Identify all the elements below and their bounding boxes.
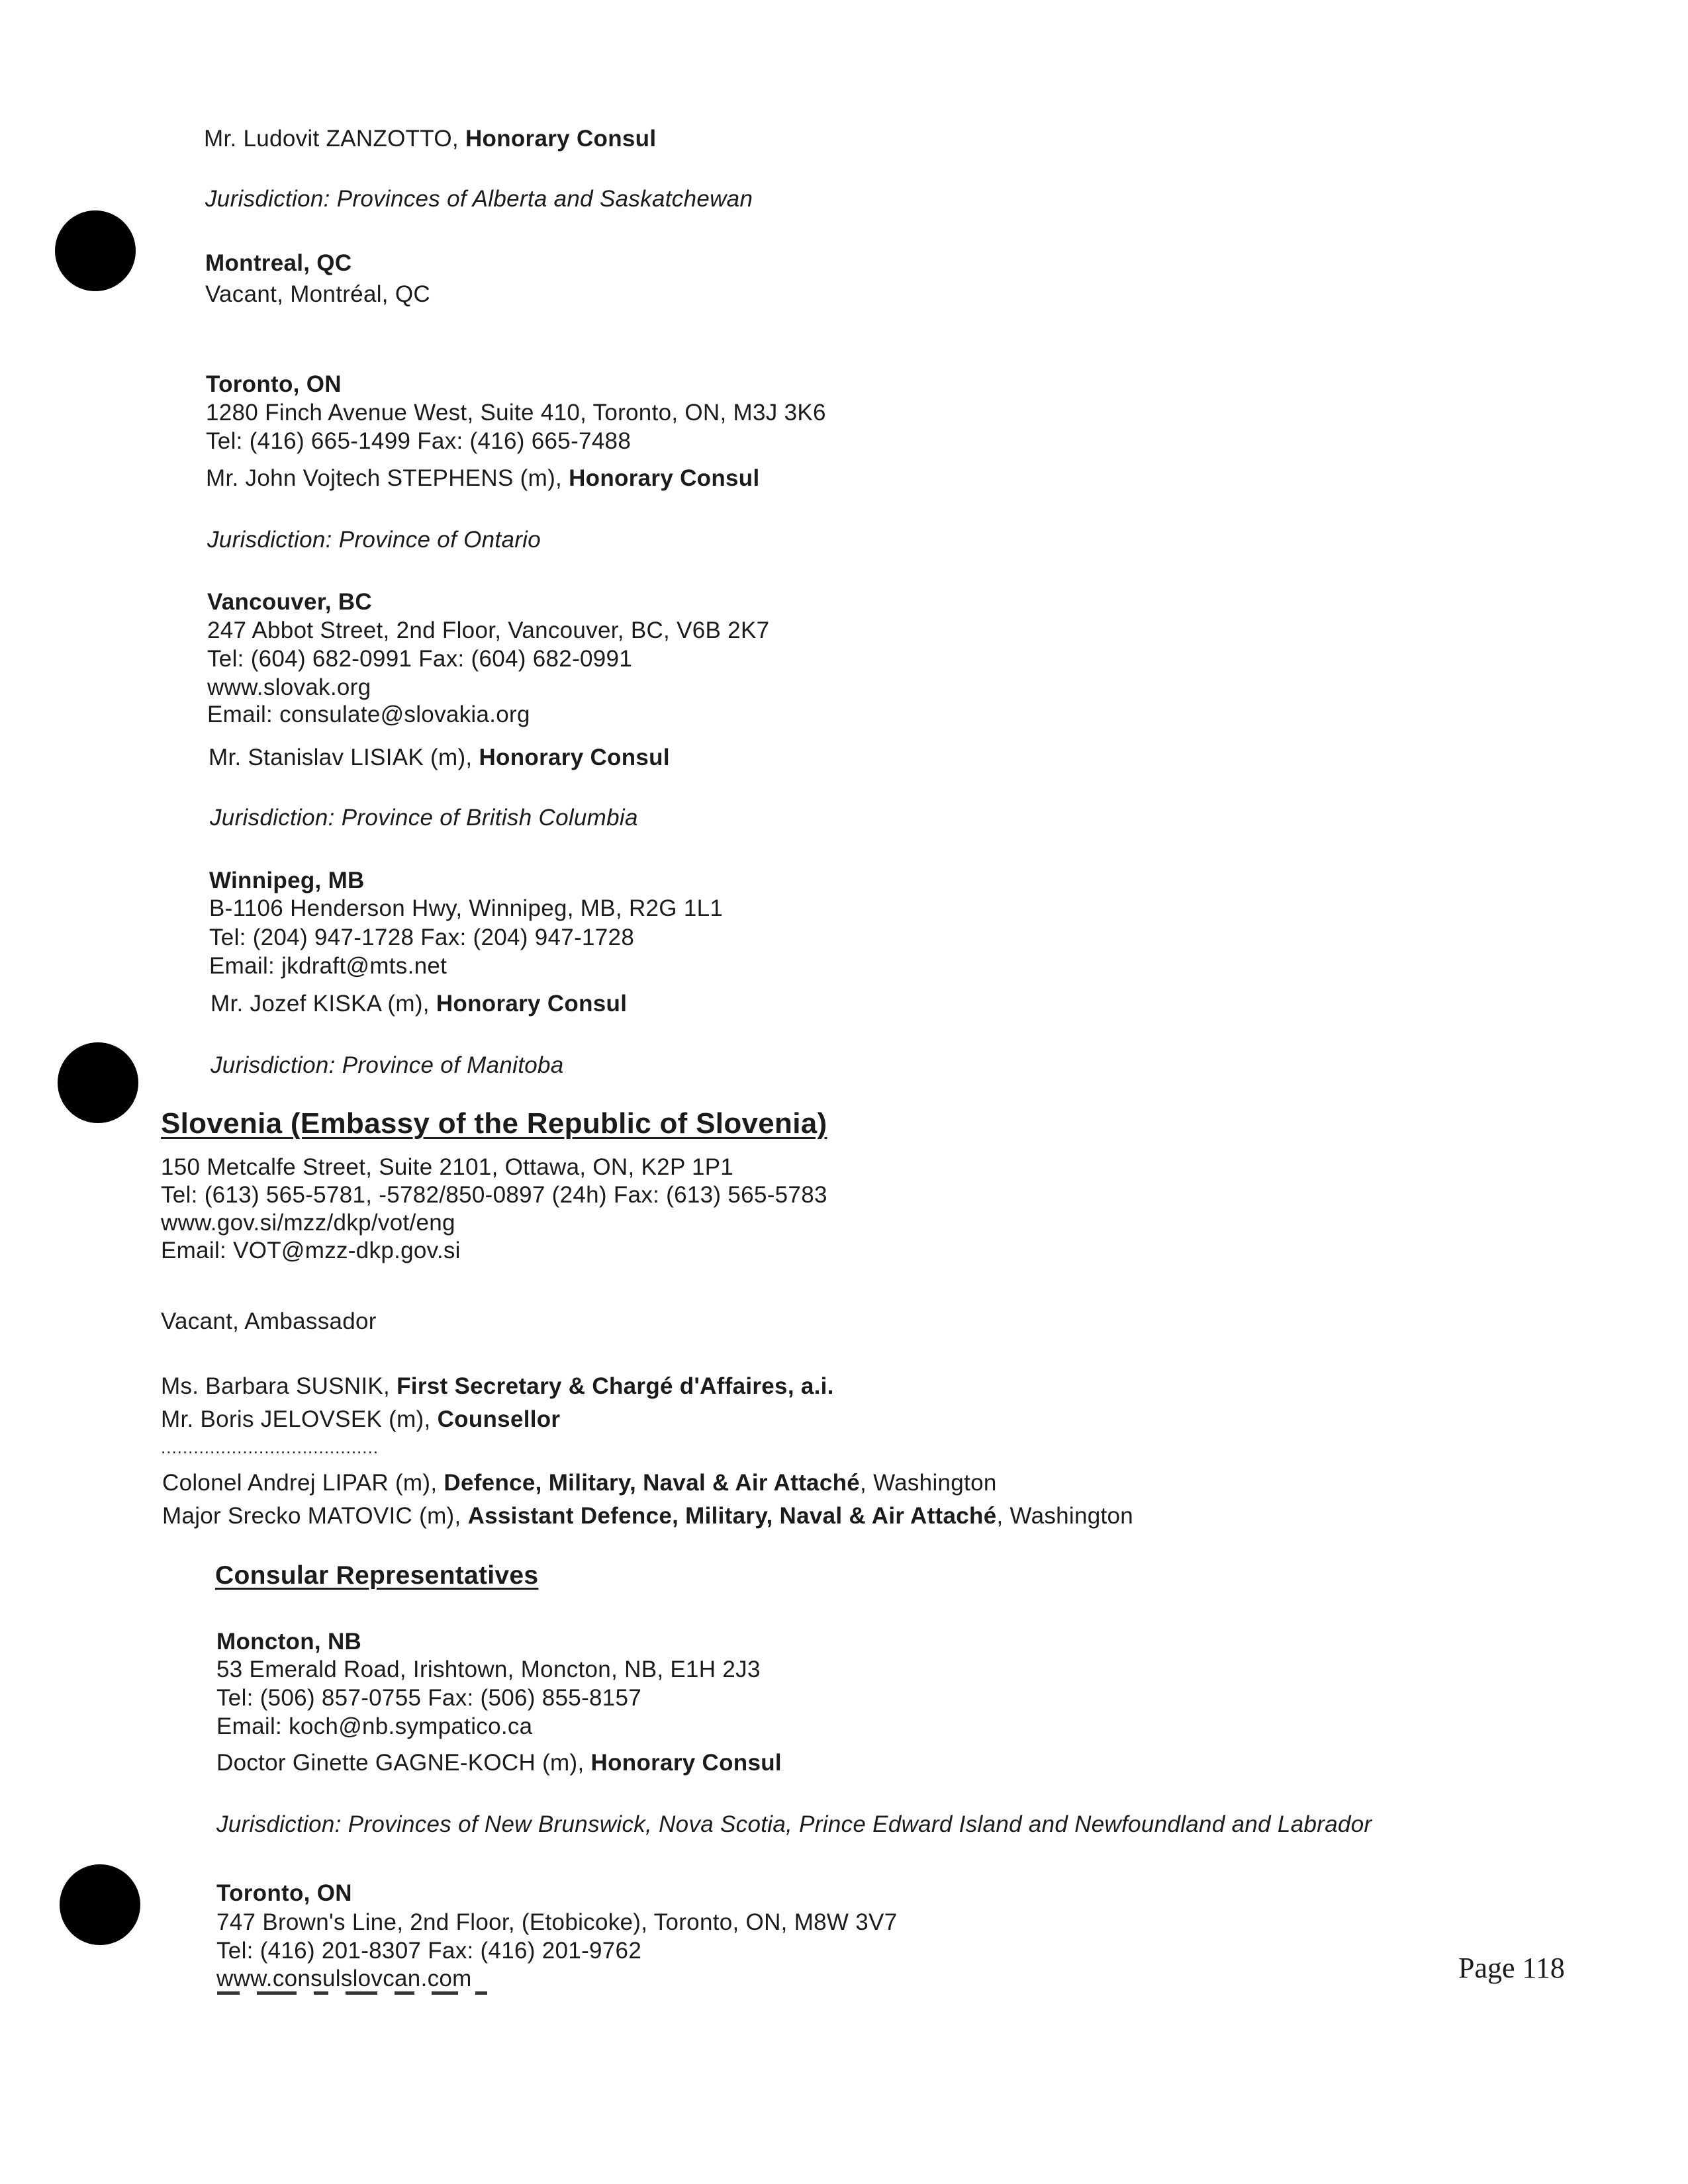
- slovenia-address: 150 Metcalfe Street, Suite 2101, Ottawa, ON, K2P 1P1: [161, 1154, 734, 1180]
- slovenia-toronto-tel-fax: Tel: (416) 201-8307 Fax: (416) 201-9762: [216, 1938, 642, 1964]
- attache-location: , Washington: [860, 1470, 997, 1496]
- vancouver-tel-fax: Tel: (604) 682-0991 Fax: (604) 682-0991: [207, 646, 633, 672]
- consul-name: Mr. John Vojtech STEPHENS (m),: [206, 465, 563, 491]
- attache-name: Major Srecko MATOVIC (m),: [162, 1503, 461, 1529]
- toronto-consul-line: [206, 465, 760, 492]
- consul-title: Honorary Consul: [590, 1750, 782, 1776]
- vancouver-city-heading: Vancouver, BC: [207, 589, 373, 615]
- attache-name: Colonel Andrej LIPAR (m),: [162, 1470, 438, 1496]
- binder-hole-top: [55, 210, 136, 291]
- calgary-consul-line: [204, 125, 656, 153]
- consul-title: Honorary Consul: [569, 465, 760, 491]
- slovenia-toronto-website: www.consulslovcan.com: [216, 1966, 472, 1991]
- consul-title: Honorary Consul: [479, 745, 670, 770]
- consul-name: Doctor Ginette GAGNE-KOCH (m),: [216, 1750, 585, 1776]
- consul-name: Mr. Jozef KISKA (m),: [211, 991, 430, 1017]
- moncton-tel-fax: Tel: (506) 857-0755 Fax: (506) 855-8157: [216, 1685, 642, 1711]
- vancouver-jurisdiction: Jurisdiction: Province of British Columbia: [210, 805, 638, 831]
- slovenia-staff-2: [161, 1406, 560, 1433]
- vancouver-email: Email: consulate@slovakia.org: [207, 702, 530, 727]
- toronto-tel-fax: Tel: (416) 665-1499 Fax: (416) 665-7488: [206, 428, 632, 454]
- vancouver-website: www.slovak.org: [207, 674, 371, 700]
- staff-name: Mr. Boris JELOVSEK (m),: [161, 1406, 431, 1432]
- slovenia-attache-2: [162, 1502, 1133, 1530]
- slovenia-tel-fax: Tel: (613) 565-5781, -5782/850-0897 (24h) Fax: (613) 565-5783: [161, 1182, 827, 1208]
- attache-location: , Washington: [996, 1503, 1134, 1529]
- slovenia-ambassador: Vacant, Ambassador: [161, 1308, 377, 1334]
- binder-hole-bottom: [60, 1864, 140, 1945]
- slovenia-toronto-city-heading: Toronto, ON: [216, 1880, 352, 1906]
- slovenia-staff-1: [161, 1373, 834, 1400]
- binder-hole-middle: [58, 1042, 138, 1123]
- winnipeg-consul-line: [211, 990, 627, 1018]
- toronto-jurisdiction: Jurisdiction: Province of Ontario: [207, 527, 541, 553]
- toronto-city-heading: Toronto, ON: [206, 371, 342, 397]
- moncton-address: 53 Emerald Road, Irishtown, Moncton, NB, E1H 2J3: [216, 1657, 761, 1682]
- toronto-address: 1280 Finch Avenue West, Suite 410, Toronto, ON, M3J 3K6: [206, 400, 826, 426]
- slovenia-email: Email: VOT@mzz-dkp.gov.si: [161, 1238, 461, 1263]
- montreal-city-heading: Montreal, QC: [205, 250, 352, 276]
- slovenia-attache-1: [162, 1469, 997, 1497]
- vancouver-consul-line: [209, 744, 670, 772]
- winnipeg-email: Email: jkdraft@mts.net: [209, 953, 447, 979]
- slovenia-toronto-address: 747 Brown's Line, 2nd Floor, (Etobicoke), Toronto, ON, M8W 3V7: [216, 1909, 898, 1935]
- winnipeg-address: B-1106 Henderson Hwy, Winnipeg, MB, R2G 1L1: [209, 895, 724, 921]
- moncton-city-heading: Moncton, NB: [216, 1629, 362, 1655]
- consul-name: Mr. Stanislav LISIAK (m),: [209, 745, 473, 770]
- clipped-text-fragment: [217, 1987, 561, 1995]
- consular-representatives-heading: Consular Representatives: [215, 1561, 539, 1590]
- consul-title: Honorary Consul: [465, 126, 657, 152]
- consul-name: Mr. Ludovit ZANZOTTO,: [204, 126, 459, 152]
- staff-name: Ms. Barbara SUSNIK,: [161, 1373, 391, 1399]
- consul-title: Honorary Consul: [436, 991, 628, 1017]
- page-number: Page 118: [1458, 1952, 1565, 1984]
- calgary-jurisdiction: Jurisdiction: Provinces of Alberta and Saskatchewan: [205, 186, 753, 212]
- winnipeg-jurisdiction: Jurisdiction: Province of Manitoba: [211, 1052, 564, 1078]
- montreal-status: Vacant, Montréal, QC: [205, 281, 430, 307]
- staff-title: Counsellor: [437, 1406, 561, 1432]
- attache-title: Assistant Defence, Military, Naval & Air Attaché: [467, 1503, 997, 1529]
- winnipeg-city-heading: Winnipeg, MB: [209, 868, 365, 893]
- slovenia-embassy-heading: Slovenia (Embassy of the Republic of Slovenia): [161, 1107, 827, 1140]
- slovenia-website: www.gov.si/mzz/dkp/vot/eng: [161, 1210, 455, 1236]
- moncton-consul-line: [216, 1749, 782, 1777]
- staff-title: First Secretary & Chargé d'Affaires, a.i.: [397, 1373, 834, 1399]
- vancouver-address: 247 Abbot Street, 2nd Floor, Vancouver, BC, V6B 2K7: [207, 617, 770, 643]
- dotted-separator: ........................................: [161, 1437, 379, 1457]
- winnipeg-tel-fax: Tel: (204) 947-1728 Fax: (204) 947-1728: [209, 925, 635, 950]
- attache-title: Defence, Military, Naval & Air Attaché: [444, 1470, 861, 1496]
- moncton-jurisdiction: Jurisdiction: Provinces of New Brunswick, Nova Scotia, Prince Edward Island and Newfoundland and Labrador: [216, 1811, 1372, 1837]
- moncton-email: Email: koch@nb.sympatico.ca: [216, 1713, 533, 1739]
